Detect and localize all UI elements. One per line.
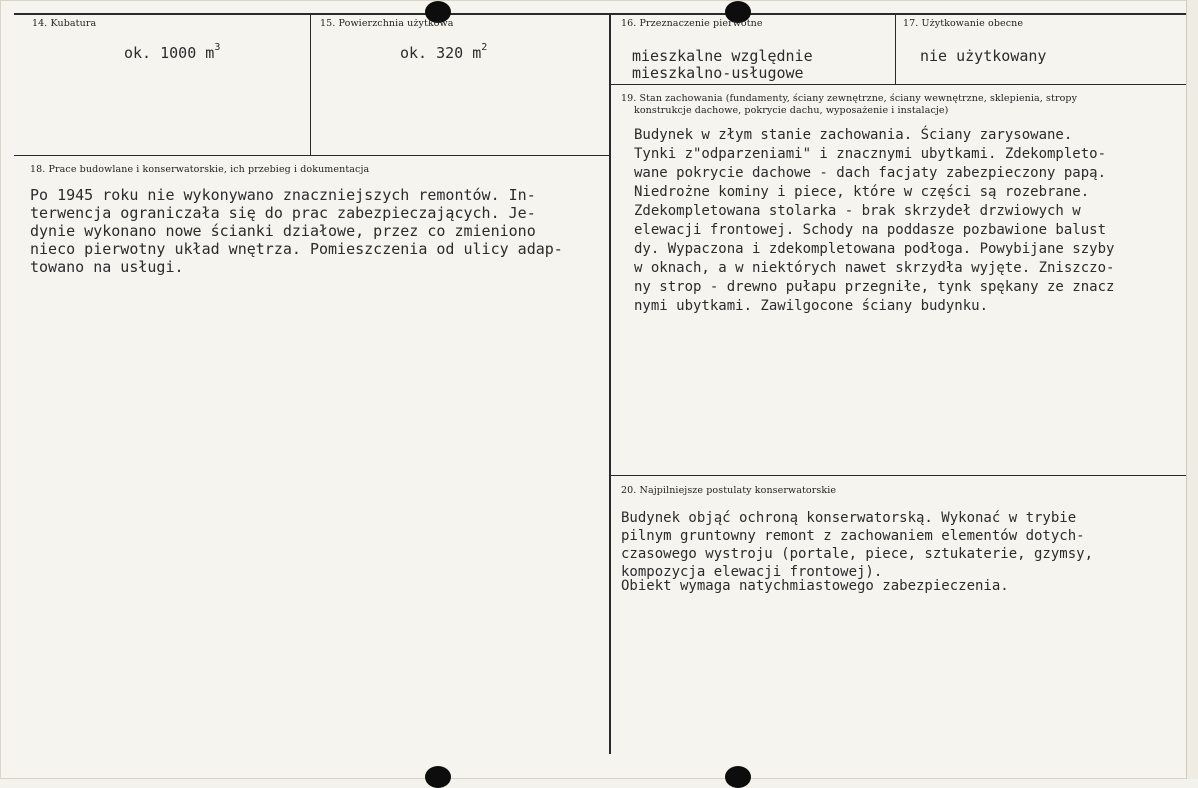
cubature-exponent: 3 (214, 42, 221, 53)
field-20-line: pilnym gruntowny remont z zachowaniem elementów dotych- (621, 528, 1085, 544)
area-exponent: 2 (481, 42, 488, 53)
field-19-line: elewacji frontowej. Schody na poddasze pozbawione balust (634, 222, 1107, 238)
punch-hole-bottom-left (425, 766, 451, 788)
field-19-line: dy. Wypaczona i zdekompletowana podłoga. Powybijane szyby (634, 241, 1115, 257)
top-rule (14, 13, 1186, 15)
rule-f16-bottom (610, 84, 1186, 85)
field-18-line: dynie wykonano nowe ścianki działowe, przez co zmieniono (30, 222, 536, 240)
field-19-line: Zdekompletowana stolarka - brak skrzydeł drzwiowych w (634, 203, 1081, 219)
rule-f20-top (610, 475, 1186, 476)
area-text: ok. 320 m (400, 44, 482, 62)
cubature-text: ok. 1000 m (124, 44, 215, 62)
vertical-rule-main (609, 14, 611, 754)
field-18-label: 18. Prace budowlane i konserwatorskie, ich przebieg i dokumentacja (30, 164, 370, 175)
card-edge (1186, 0, 1198, 779)
field-19-label-line-1: 19. Stan zachowania (fundamenty, ściany zewnętrzne, ściany wewnętrzne, sklepienia, stropy (621, 93, 1078, 104)
field-20-line: Obiekt wymaga natychmiastowego zabezpieczenia. (621, 578, 1009, 594)
punch-hole-bottom-right (725, 766, 751, 788)
field-17-value: nie użytkowany (920, 47, 1047, 65)
field-19-line: Budynek w złym stanie zachowania. Ściany zarysowane. (634, 127, 1073, 143)
field-19-label-line-2: konstrukcje dachowe, pokrycie dachu, wyposażenie i instalacje) (634, 105, 949, 116)
field-19-line: Niedrożne kominy i piece, które w części są rozebrane. (634, 184, 1090, 200)
field-20-line: Budynek objąć ochroną konserwatorską. Wykonać w trybie (621, 510, 1077, 526)
field-19-line: w oknach, a w niektórych nawet skrzydła wyjęte. Zniszczo- (634, 260, 1115, 276)
field-14-value (124, 44, 220, 62)
field-16-line-1: mieszkalne względnie (632, 47, 813, 65)
field-20-line: czasowego wystroju (portale, piece, sztukaterie, gzymsy, (621, 546, 1094, 562)
field-19-line: Tynki z"odparzeniami" i znacznymi ubytkami. Zdekompleto- (634, 146, 1107, 162)
field-16-line-2: mieszkalno-usługowe (632, 64, 804, 82)
field-15-value (400, 44, 487, 62)
field-18-line: nieco pierwotny układ wnętrza. Pomieszczenia od ulicy adap- (30, 240, 563, 258)
field-19-line: ny strop - drewno pułapu przegniłe, tynk spękany ze znacz (634, 279, 1115, 295)
field-16-label: 16. Przeznaczenie pierwotne (621, 18, 763, 29)
field-20-line: kompozycja elewacji frontowej). (621, 564, 883, 580)
field-18-line: terwencja ograniczała się do prac zabezpieczających. Je- (30, 204, 536, 222)
vertical-rule-f16-f17 (895, 14, 896, 84)
field-14-label: 14. Kubatura (32, 18, 97, 29)
rule-mid-left (14, 155, 610, 156)
field-18-line: Po 1945 roku nie wykonywano znaczniejszych remontów. In- (30, 186, 536, 204)
field-19-line: nymi ubytkami. Zawilgocone ściany budynku. (634, 298, 989, 314)
field-19-line: wane pokrycie dachowe - dach facjaty zabezpieczony papą. (634, 165, 1107, 181)
field-15-label: 15. Powierzchnia użytkowa (320, 18, 454, 29)
field-20-label: 20. Najpilniejsze postulaty konserwatorskie (621, 485, 837, 496)
vertical-rule-f14-f15 (310, 14, 311, 155)
field-18-line: towano na usługi. (30, 258, 184, 276)
field-17-label: 17. Użytkowanie obecne (903, 18, 1024, 29)
